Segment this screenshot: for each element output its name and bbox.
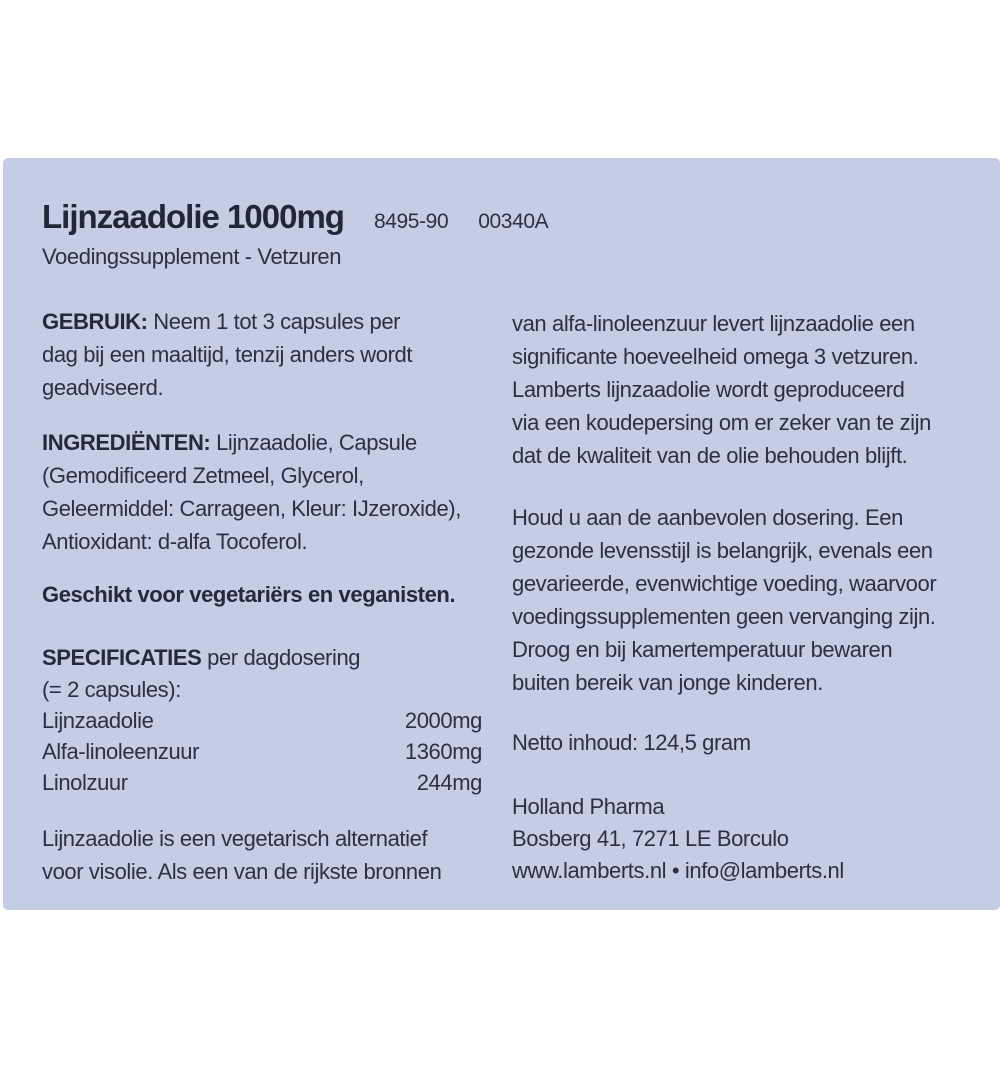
left-footer-line: voor visolie. Als een van de rijkste bronnen xyxy=(42,859,442,884)
spec-name: Linolzuur xyxy=(42,770,128,795)
right-paragraph-2 xyxy=(512,501,936,699)
spec-amount: 244mg xyxy=(416,770,482,795)
right-para2-line: voedingssupplementen geen vervanging zijn. xyxy=(512,604,936,629)
product-code-right: 00340A xyxy=(478,210,549,233)
manufacturer-name: Holland Pharma xyxy=(512,794,665,819)
ingredients-line xyxy=(42,426,461,459)
spec-amount: 2000mg xyxy=(404,708,482,733)
specifications-table xyxy=(42,705,482,798)
ingredients-heading: INGREDIËNTEN: xyxy=(42,430,211,455)
product-code-left: 8495-90 xyxy=(373,210,449,233)
usage-line: geadviseerd. xyxy=(42,375,164,400)
manufacturer-web-email: www.lamberts.nl • info@lamberts.nl xyxy=(512,858,844,883)
specifications-heading-bold: SPECIFICATIES xyxy=(42,645,202,670)
product-subtitle: Voedingssupplement - Vetzuren xyxy=(42,244,342,269)
spec-row xyxy=(42,705,482,736)
right-para1-line: Lamberts lijnzaadolie wordt geproduceerd xyxy=(512,377,905,402)
spec-name: Alfa-linoleenzuur xyxy=(42,739,200,764)
ingredients-section xyxy=(42,426,461,558)
left-footer-line: Lijnzaadolie is een vegetarisch alternatief xyxy=(42,826,428,851)
manufacturer-block xyxy=(512,791,844,887)
specifications-dose-note: (= 2 capsules): xyxy=(42,677,181,702)
spec-name: Lijnzaadolie xyxy=(42,708,154,733)
usage-heading: GEBRUIK: xyxy=(42,309,148,334)
header xyxy=(42,198,548,236)
ingredients-text: Lijnzaadolie, Capsule xyxy=(210,430,417,455)
supplement-label xyxy=(3,158,1000,910)
right-paragraph-1 xyxy=(512,307,931,472)
right-para1-line: via een koudepersing om er zeker van te zijn xyxy=(512,410,931,435)
spec-row xyxy=(42,736,482,767)
right-para1-line: dat de kwaliteit van de olie behouden blijft. xyxy=(512,443,908,468)
right-para1-line: van alfa-linoleenzuur levert lijnzaadolie een xyxy=(512,311,915,336)
usage-section xyxy=(42,305,412,404)
right-para2-line: gezonde levensstijl is belangrijk, evenals een xyxy=(512,538,933,563)
ingredients-line: (Gemodificeerd Zetmeel, Glycerol, xyxy=(42,463,364,488)
right-para1-line: significante hoeveelheid omega 3 vetzuren. xyxy=(512,344,919,369)
product-title: Lijnzaadolie 1000mg xyxy=(42,198,344,235)
right-para2-line: Houd u aan de aanbevolen dosering. Een xyxy=(512,505,903,530)
usage-line xyxy=(42,305,412,338)
right-para2-line: Droog en bij kamertemperatuur bewaren xyxy=(512,637,893,662)
usage-text: Neem 1 tot 3 capsules per xyxy=(147,309,401,334)
suitability-statement: Geschikt voor vegetariërs en veganisten. xyxy=(42,582,456,607)
right-para2-line: gevarieerde, evenwichtige voeding, waarvoor xyxy=(512,571,937,596)
right-para2-line: buiten bereik van jonge kinderen. xyxy=(512,670,823,695)
ingredients-line: Geleermiddel: Carrageen, Kleur: IJzeroxide), xyxy=(42,496,461,521)
usage-line: dag bij een maaltijd, tenzij anders wordt xyxy=(42,342,413,367)
specifications-heading-rest: per dagdosering xyxy=(201,645,361,670)
net-content: Netto inhoud: 124,5 gram xyxy=(512,730,751,755)
spec-row xyxy=(42,767,482,798)
left-footer-paragraph xyxy=(42,822,441,888)
ingredients-line: Antioxidant: d-alfa Tocoferol. xyxy=(42,529,308,554)
manufacturer-address: Bosberg 41, 7271 LE Borculo xyxy=(512,826,789,851)
spec-amount: 1360mg xyxy=(404,739,482,764)
specifications-heading xyxy=(42,641,360,674)
